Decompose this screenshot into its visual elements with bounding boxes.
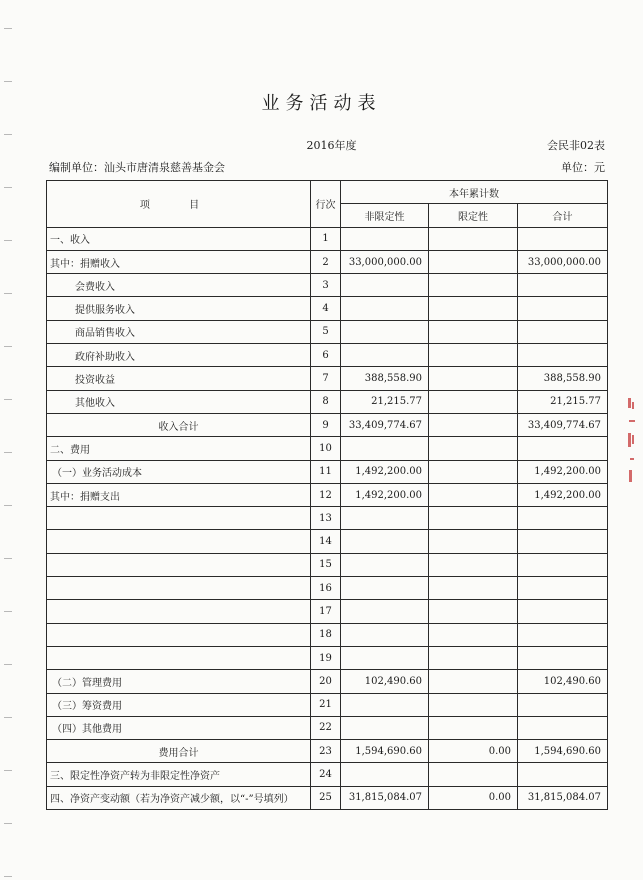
row-total	[518, 227, 608, 250]
row-label	[47, 530, 311, 553]
row-unrestricted	[341, 227, 429, 250]
row-label: 二、费用	[47, 437, 311, 460]
row-total: 1,492,200.00	[518, 460, 608, 483]
row-seq: 5	[311, 320, 341, 343]
row-total	[518, 716, 608, 739]
row-seq: 11	[311, 460, 341, 483]
row-unrestricted	[341, 297, 429, 320]
table-row	[47, 530, 608, 553]
organization-name: 编制单位：汕头市唐清泉慈善基金会	[49, 161, 225, 174]
row-label: （四）其他费用	[47, 716, 311, 739]
row-seq: 13	[311, 507, 341, 530]
table-row	[47, 413, 608, 436]
table-row	[47, 600, 608, 623]
row-seq: 20	[311, 670, 341, 693]
table-row	[47, 437, 608, 460]
row-total: 31,815,084.07	[518, 786, 608, 809]
row-label: 一、收入	[47, 227, 311, 250]
row-label: 提供服务收入	[47, 297, 311, 320]
row-seq: 8	[311, 390, 341, 413]
row-label: 商品销售收入	[47, 320, 311, 343]
edge-stamp-mark	[626, 398, 638, 488]
row-restricted	[429, 716, 518, 739]
table-row	[47, 670, 608, 693]
row-label	[47, 623, 311, 646]
header-item: 项 目	[47, 181, 311, 228]
row-seq: 23	[311, 740, 341, 763]
table-row	[47, 250, 608, 273]
row-label	[47, 577, 311, 600]
document-title: 业务活动表	[261, 93, 382, 114]
row-total: 102,490.60	[518, 670, 608, 693]
row-total	[518, 623, 608, 646]
row-label: 政府补助收入	[47, 344, 311, 367]
row-unrestricted: 33,000,000.00	[341, 250, 429, 273]
row-seq: 2	[311, 250, 341, 273]
row-total: 33,000,000.00	[518, 250, 608, 273]
row-label: 费用合计	[47, 740, 311, 763]
row-total	[518, 507, 608, 530]
table-row	[47, 483, 608, 506]
row-label: 收入合计	[47, 413, 311, 436]
row-label: 会费收入	[47, 274, 311, 297]
row-label: 其中：捐赠支出	[47, 483, 311, 506]
row-unrestricted: 1,492,200.00	[341, 483, 429, 506]
row-seq: 12	[311, 483, 341, 506]
table-row	[47, 646, 608, 669]
row-seq: 21	[311, 693, 341, 716]
table-row	[47, 320, 608, 343]
table-row	[47, 763, 608, 786]
row-restricted	[429, 437, 518, 460]
header-unrestricted: 非限定性	[341, 204, 429, 227]
table-row	[47, 227, 608, 250]
table-row	[47, 297, 608, 320]
row-label	[47, 553, 311, 576]
row-unrestricted	[341, 274, 429, 297]
table-row	[47, 693, 608, 716]
row-restricted: 0.00	[429, 740, 518, 763]
activity-table	[46, 180, 608, 810]
row-seq: 19	[311, 646, 341, 669]
row-unrestricted: 33,409,774.67	[341, 413, 429, 436]
row-unrestricted	[341, 577, 429, 600]
currency-unit: 单位：元	[561, 161, 605, 174]
row-restricted	[429, 530, 518, 553]
row-total	[518, 344, 608, 367]
table-row	[47, 367, 608, 390]
table-row	[47, 716, 608, 739]
table-row	[47, 507, 608, 530]
row-seq: 1	[311, 227, 341, 250]
row-seq: 14	[311, 530, 341, 553]
row-restricted	[429, 553, 518, 576]
row-total	[518, 437, 608, 460]
row-restricted: 0.00	[429, 786, 518, 809]
row-label: 其他收入	[47, 390, 311, 413]
row-unrestricted: 102,490.60	[341, 670, 429, 693]
row-restricted	[429, 693, 518, 716]
row-label: 四、净资产变动额（若为净资产减少额，以“-”号填列）	[47, 786, 311, 809]
row-restricted	[429, 670, 518, 693]
header-restricted: 限定性	[429, 204, 518, 227]
row-total	[518, 693, 608, 716]
row-label: 其中：捐赠收入	[47, 250, 311, 273]
row-unrestricted	[341, 646, 429, 669]
row-seq: 4	[311, 297, 341, 320]
row-label: 投资收益	[47, 367, 311, 390]
row-seq: 9	[311, 413, 341, 436]
row-total	[518, 274, 608, 297]
row-seq: 6	[311, 344, 341, 367]
row-seq: 22	[311, 716, 341, 739]
row-total	[518, 297, 608, 320]
header-total: 合计	[518, 204, 608, 227]
row-unrestricted	[341, 344, 429, 367]
header-seq: 行次	[311, 181, 341, 228]
row-restricted	[429, 297, 518, 320]
row-restricted	[429, 390, 518, 413]
table-row	[47, 577, 608, 600]
row-seq: 18	[311, 623, 341, 646]
row-seq: 16	[311, 577, 341, 600]
row-seq: 17	[311, 600, 341, 623]
table-row	[47, 460, 608, 483]
row-restricted	[429, 577, 518, 600]
row-unrestricted: 1,492,200.00	[341, 460, 429, 483]
row-unrestricted	[341, 553, 429, 576]
row-seq: 24	[311, 763, 341, 786]
row-restricted	[429, 320, 518, 343]
row-unrestricted	[341, 693, 429, 716]
row-total: 388,558.90	[518, 367, 608, 390]
row-unrestricted	[341, 530, 429, 553]
row-unrestricted: 21,215.77	[341, 390, 429, 413]
row-unrestricted	[341, 763, 429, 786]
row-label: （三）筹资费用	[47, 693, 311, 716]
table-row	[47, 786, 608, 809]
row-seq: 3	[311, 274, 341, 297]
table-row	[47, 390, 608, 413]
table-row	[47, 740, 608, 763]
row-seq: 10	[311, 437, 341, 460]
row-unrestricted	[341, 623, 429, 646]
row-total: 1,594,690.60	[518, 740, 608, 763]
row-total	[518, 646, 608, 669]
row-total	[518, 553, 608, 576]
row-total: 33,409,774.67	[518, 413, 608, 436]
row-restricted	[429, 344, 518, 367]
row-seq: 7	[311, 367, 341, 390]
row-restricted	[429, 600, 518, 623]
row-restricted	[429, 507, 518, 530]
row-label: （一）业务活动成本	[47, 460, 311, 483]
table-row	[47, 553, 608, 576]
row-unrestricted: 1,594,690.60	[341, 740, 429, 763]
row-total	[518, 763, 608, 786]
row-unrestricted: 31,815,084.07	[341, 786, 429, 809]
row-unrestricted	[341, 437, 429, 460]
row-total	[518, 530, 608, 553]
binding-margin-marks	[0, 0, 14, 880]
row-restricted	[429, 367, 518, 390]
table-row	[47, 344, 608, 367]
row-restricted	[429, 623, 518, 646]
row-seq: 25	[311, 786, 341, 809]
row-restricted	[429, 460, 518, 483]
row-restricted	[429, 646, 518, 669]
row-unrestricted	[341, 507, 429, 530]
row-restricted	[429, 413, 518, 436]
row-total: 1,492,200.00	[518, 483, 608, 506]
row-restricted	[429, 227, 518, 250]
row-total	[518, 320, 608, 343]
row-restricted	[429, 274, 518, 297]
row-restricted	[429, 763, 518, 786]
report-year: 2016年度	[306, 139, 357, 152]
table-row	[47, 274, 608, 297]
row-label	[47, 646, 311, 669]
row-unrestricted: 388,558.90	[341, 367, 429, 390]
table-row	[47, 623, 608, 646]
row-total	[518, 600, 608, 623]
row-seq: 15	[311, 553, 341, 576]
row-unrestricted	[341, 600, 429, 623]
row-total	[518, 577, 608, 600]
form-number: 会民非02表	[547, 139, 605, 152]
header-annual-cumulative: 本年累计数	[341, 181, 608, 204]
row-unrestricted	[341, 716, 429, 739]
row-unrestricted	[341, 320, 429, 343]
row-label	[47, 600, 311, 623]
row-label	[47, 507, 311, 530]
row-total: 21,215.77	[518, 390, 608, 413]
row-label: 三、限定性净资产转为非限定性净资产	[47, 763, 311, 786]
row-restricted	[429, 483, 518, 506]
row-restricted	[429, 250, 518, 273]
row-label: （二）管理费用	[47, 670, 311, 693]
